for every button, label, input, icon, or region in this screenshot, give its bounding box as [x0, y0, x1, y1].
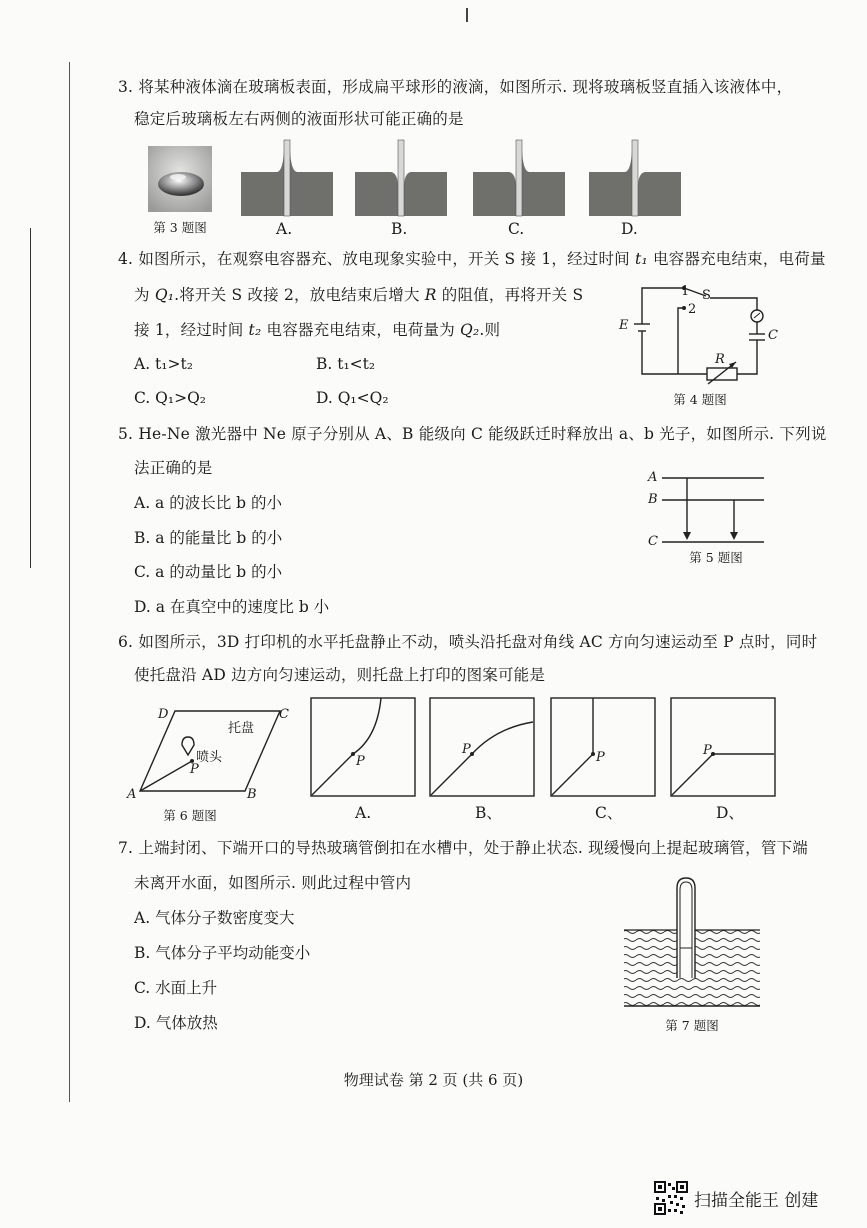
q4-stem-line3: 接 1，经过时间 t₂ 电容器充电结束，电荷量为 Q₂.则 — [134, 321, 501, 339]
q7-stem-line1: 7. 上端封闭、下端开口的导热玻璃管倒扣在水槽中，处于静止状态. 现缓慢向上提起玻璃管，管下端 — [118, 839, 808, 857]
q6-figure-caption: 第 6 题图 — [163, 808, 217, 823]
q3-option-c-figure — [473, 140, 565, 216]
q6-label-b: B — [247, 787, 257, 802]
q4-fig-label-r: R — [715, 352, 725, 367]
q3-option-a-label[interactable]: A. — [276, 220, 293, 238]
q7-option-c[interactable]: C. 水面上升 — [134, 979, 218, 997]
q6-label-c: C — [279, 707, 289, 722]
page-top-mark — [466, 8, 468, 22]
binding-margin-line — [69, 62, 70, 1102]
q7-figure-caption: 第 7 题图 — [665, 1018, 719, 1033]
q6-option-a-label[interactable]: A. — [355, 804, 372, 822]
q5-level-b-label: B — [648, 492, 658, 507]
q4-stem-line2: 为 Q₁.将开关 S 改接 2，放电结束后增大 R 的阻值，再将开关 S — [134, 286, 584, 304]
q3-option-d-figure — [589, 140, 681, 216]
q3-stem-line1: 3. 将某种液体滴在玻璃板表面，形成扁平球形的液滴，如图所示. 现将玻璃板竖直插入该液体中， — [118, 78, 793, 96]
q3-option-d-label[interactable]: D. — [621, 220, 638, 238]
qr-code-icon — [654, 1181, 688, 1215]
q6-option-b-p: P — [462, 742, 471, 757]
q7-option-d[interactable]: D. 气体放热 — [134, 1014, 218, 1032]
q4-fig-label-s: S — [702, 288, 711, 303]
q3-stem-line2: 稳定后玻璃板左右两侧的液面形状可能正确的是 — [134, 110, 464, 128]
q6-option-d-figure — [671, 698, 775, 796]
q5-stem-line2: 法正确的是 — [134, 459, 213, 477]
binding-margin-bracket — [18, 228, 31, 568]
q3-option-b-label[interactable]: B. — [391, 220, 408, 238]
q5-option-b[interactable]: B. a 的能量比 b 的小 — [134, 529, 283, 547]
q4-option-d[interactable]: D. Q₁<Q₂ — [316, 389, 389, 407]
scanner-watermark-text: 扫描全能王 创建 — [694, 1190, 819, 1211]
q6-option-c-label[interactable]: C、 — [595, 804, 623, 822]
q5-option-d[interactable]: D. a 在真空中的速度比 b 小 — [134, 598, 330, 616]
q6-label-nozzle: 喷头 — [196, 750, 223, 765]
q7-tube-in-water-figure — [622, 872, 762, 1012]
q6-stem-line1: 6. 如图所示，3D 打印机的水平托盘静止不动，喷头沿托盘对角线 AC 方向匀速运动至 P 点时，同时 — [118, 633, 818, 651]
q6-label-a: A — [127, 787, 137, 802]
q5-level-c-label: C — [648, 534, 658, 549]
q4-option-b[interactable]: B. t₁<t₂ — [316, 355, 376, 373]
q3-option-b-figure — [355, 140, 447, 216]
q4-option-a[interactable]: A. t₁>t₂ — [134, 355, 193, 373]
q5-stem-line1: 5. He-Ne 激光器中 Ne 原子分别从 A、B 能级向 C 能级跃迁时释放出 a、b 光子，如图所示. 下列说 — [118, 425, 827, 443]
q3-option-a-figure — [241, 140, 333, 216]
scanner-watermark — [654, 1181, 818, 1215]
q6-option-a-figure — [311, 698, 415, 796]
q4-fig-label-2: 2 — [688, 302, 697, 317]
q6-option-c-figure — [551, 698, 655, 796]
q6-option-a-p: P — [356, 754, 365, 769]
q6-label-d: D — [158, 707, 169, 722]
q7-option-a[interactable]: A. 气体分子数密度变大 — [134, 909, 295, 927]
q6-option-c-p: P — [596, 750, 605, 765]
q5-figure-caption: 第 5 题图 — [676, 548, 756, 566]
q5-energy-level-diagram — [660, 470, 770, 550]
q6-option-d-label[interactable]: D、 — [716, 804, 744, 822]
q5-option-c[interactable]: C. a 的动量比 b 的小 — [134, 563, 283, 581]
q4-fig-label-e: E — [619, 318, 629, 333]
q7-option-b[interactable]: B. 气体分子平均动能变小 — [134, 944, 311, 962]
q6-label-tray: 托盘 — [228, 721, 255, 736]
q6-stem-line2: 使托盘沿 AD 边方向匀速运动，则托盘上打印的图案可能是 — [134, 666, 546, 684]
q3-figure-caption: 第 3 题图 — [153, 220, 207, 235]
q3-option-c-label[interactable]: C. — [508, 220, 525, 238]
q5-level-a-label: A — [648, 470, 658, 485]
q4-figure-caption: 第 4 题图 — [673, 392, 727, 407]
q7-stem-line2: 未离开水面，如图所示. 则此过程中管内 — [134, 874, 412, 892]
q4-option-c[interactable]: C. Q₁>Q₂ — [134, 389, 206, 407]
q6-option-b-figure — [430, 698, 534, 796]
q4-fig-label-c: C — [768, 328, 778, 343]
q3-droplet-photo — [148, 146, 212, 212]
q4-stem-line1: 4. 如图所示，在观察电容器充、放电现象实验中，开关 S 接 1，经过时间 t₁ 电容器充电结束，电荷量 — [118, 250, 826, 268]
page-footer: 物理试卷 第 2 页 (共 6 页) — [343, 1071, 524, 1089]
q5-option-a[interactable]: A. a 的波长比 b 的小 — [134, 494, 282, 512]
q6-option-d-p: P — [703, 743, 712, 758]
q6-option-b-label[interactable]: B、 — [475, 804, 502, 822]
q6-label-p: P — [190, 762, 199, 777]
q4-fig-label-1: 1 — [681, 284, 690, 299]
